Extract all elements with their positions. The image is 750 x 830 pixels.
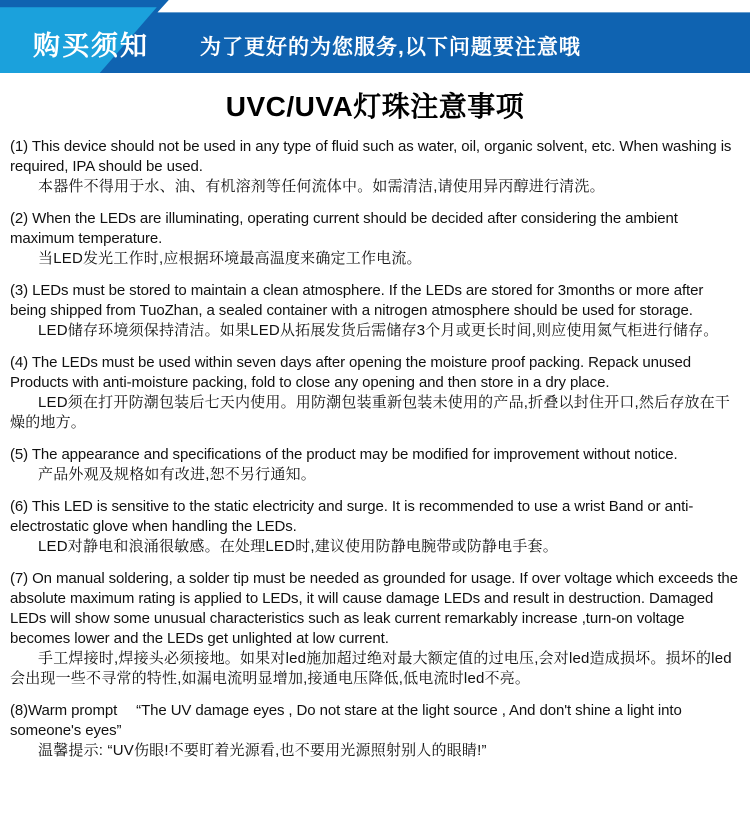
header-subtitle: 为了更好的为您服务,以下问题要注意哦 xyxy=(200,36,581,59)
notice-text-zh: 产品外观及规格如有改进,恕不另行通知。 xyxy=(38,466,316,483)
notices-list xyxy=(0,137,750,761)
notice-text-zh: 手工焊接时,焊接头必须接地。如果对led施加超过绝对最大额定值的过电压,会对led造成损坏。损坏的led会出现一些不寻常的特性,如漏电流明显增加,接通电压降低,低电流时led不亮。 xyxy=(10,650,732,687)
notice-item xyxy=(10,497,740,557)
notice-text-zh: LED对静电和浪涌很敏感。在处理LED时,建议使用防静电腕带或防静电手套。 xyxy=(38,538,558,555)
notice-item xyxy=(10,281,740,341)
notice-text-en: (5) The appearance and specifications of the product may be modified for improvement without notice. xyxy=(10,446,678,463)
notice-text-zh: 当LED发光工作时,应根据环境最高温度来确定工作电流。 xyxy=(38,250,422,267)
page-title: UVC/UVA灯珠注意事项 xyxy=(225,91,525,122)
notice-item xyxy=(10,701,740,761)
notice-text-en: (2) When the LEDs are illuminating, operating current should be decided after considering the ambient maximum temperature. xyxy=(10,210,678,247)
purchase-notice-badge-label: 购买须知 xyxy=(33,31,149,61)
header-banner xyxy=(0,0,750,73)
notice-text-en: (6) This LED is sensitive to the static electricity and surge. It is recommended to use a wrist Band or anti-electrostatic glove when handling the LEDs. xyxy=(10,498,694,535)
notice-item xyxy=(10,209,740,269)
notice-text-en: (4) The LEDs must be used within seven days after opening the moisture proof packing. Repack unused Products with anti-moisture packing, fold to close any opening and then store in a dry place. xyxy=(10,354,692,391)
notice-text-en: (1) This device should not be used in any type of fluid such as water, oil, organic solvent, etc. When washing is required, IPA should be used. xyxy=(10,138,732,175)
notice-text-zh: 温馨提示: “UV伤眼!不要盯着光源看,也不要用光源照射别人的眼睛!” xyxy=(38,742,487,759)
notice-text-zh: LED储存环境须保持清洁。如果LED从拓展发货后需储存3个月或更长时间,则应使用氮气柜进行储存。 xyxy=(38,322,719,339)
notice-text-zh: 本器件不得用于水、油、有机溶剂等任何流体中。如需清洁,请使用异丙醇进行清洗。 xyxy=(38,178,605,195)
notice-item xyxy=(10,137,740,197)
notice-text-en: (7) On manual soldering, a solder tip must be needed as grounded for usage. If over voltage which exceeds the absolute maximum rating is applied to LEDs, it will cause damage LEDs and result in destruction. Damaged LEDs will show some unusual characteristics such as leak current remarkably increase ,turn-on voltage becomes lower and the LEDs get unlighted at low current. xyxy=(10,570,738,647)
notice-item xyxy=(10,353,740,433)
notice-item xyxy=(10,445,740,485)
notice-text-en: (8)Warm prompt “The UV damage eyes , Do not stare at the light source , And don't shine a light into someone's eyes” xyxy=(10,702,682,739)
notice-item xyxy=(10,569,740,689)
notice-text-zh: LED须在打开防潮包装后七天内使用。用防潮包装重新包装未使用的产品,折叠以封住开口,然后存放在干燥的地方。 xyxy=(10,394,731,431)
notice-text-en: (3) LEDs must be stored to maintain a clean atmosphere. If the LEDs are stored for 3months or more after being shipped from TuoZhan, a sealed container with a nitrogen atmosphere should be used for storage. xyxy=(10,282,704,319)
